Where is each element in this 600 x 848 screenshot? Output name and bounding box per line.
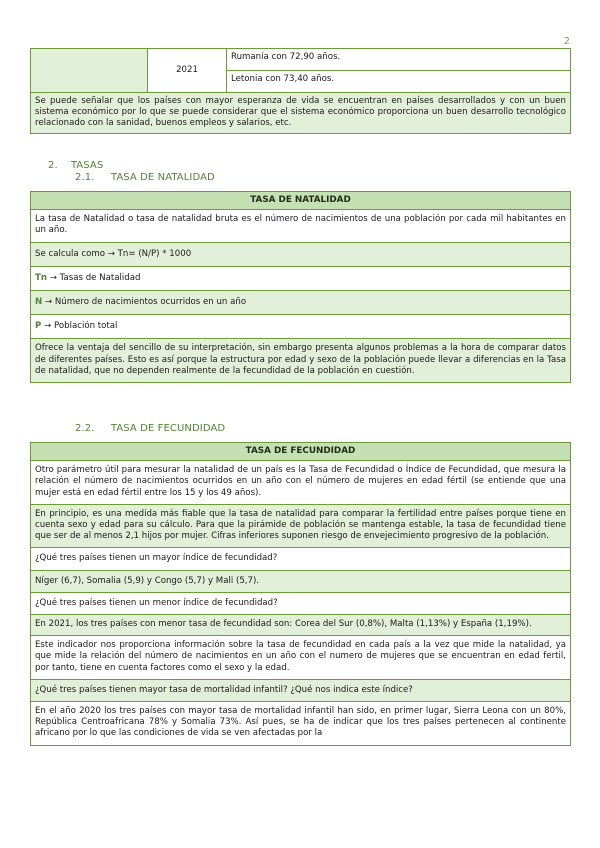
- fecundidad-row: En principio, es una medida más fiable que la tasa de natalidad para comparar la fertilidad entre países porque tiene en cuenta sexo y edad para su cálculo. Para que la pirámide de población se mantenga estable, la tasa de fecundidad tiene que ser de al menos 2,1 hijos por mujer. Cifras inferiores suponen riesgo de envejecimiento progresivo de la población.: [31, 504, 571, 548]
- fecundidad-table: [30, 442, 571, 746]
- natalidad-table: [30, 191, 571, 383]
- life-expectancy-table: [30, 48, 571, 134]
- country-row-1: Rumanía con 72,90 años.: [227, 49, 571, 71]
- section-2-1-heading: [75, 172, 215, 183]
- natalidad-p-row: [31, 315, 571, 339]
- life-expectancy-note: Se puede señalar que los países con mayor esperanza de vida se encuentran en países desarrollados y con un buen sistema económico por lo que se puede considerar que el sistema económico proporciona un buen desarrollo tecnológico relacionado con la sanidad, buenos empleos y salarios, etc.: [31, 93, 571, 134]
- fecundidad-header: TASA DE FECUNDIDAD: [31, 443, 571, 461]
- natalidad-note: Ofrece la ventaja del sencillo de su interpretación, sin embargo presenta algunos problemas a la hora de comparar datos de diferentes países. Esto es así porque la estructura por edad y sexo de la población puede llevar a diferencias en la Tasa de natalidad, que no dependen realmente de la fecundidad de la población en cuestión.: [31, 339, 571, 383]
- fecundidad-row: Níger (6,7), Somalia (5,9) y Congo (5,7) y Mali (5,7).: [31, 570, 571, 592]
- section-2-title: TASAS: [70, 160, 104, 171]
- fecundidad-row: ¿Qué tres países tienen un mayor índice de fecundidad?: [31, 548, 571, 570]
- fecundidad-row: ¿Qué tres países tienen un menor índice de fecundidad?: [31, 592, 571, 614]
- natalidad-formula: Se calcula como → Tn= (N/P) * 1000: [31, 242, 571, 266]
- p-text: → Población total: [41, 321, 118, 332]
- section-2-1-title: TASA DE NATALIDAD: [110, 172, 215, 183]
- fecundidad-row: En 2021, los tres países con menor tasa de fecundidad son: Corea del Sur (0,8%), Malta (1,13%) y España (1,19%).: [31, 615, 571, 636]
- year-cell: 2021: [148, 49, 227, 93]
- section-2-2-number: 2.2.: [75, 423, 95, 434]
- empty-cell: [31, 49, 148, 93]
- n-text: → Número de nacimientos ocurridos en un año: [42, 297, 247, 308]
- natalidad-header: TASA DE NATALIDAD: [31, 192, 571, 210]
- section-2-heading: [48, 160, 103, 171]
- section-2-number: 2.: [48, 160, 58, 171]
- country-row-2: Letonia con 73,40 años.: [227, 71, 571, 93]
- natalidad-n-row: [31, 291, 571, 315]
- tn-text: → Tasas de Natalidad: [46, 272, 141, 283]
- p-key: P: [35, 321, 42, 332]
- tn-key: Tn: [35, 272, 47, 283]
- n-key: N: [35, 297, 43, 308]
- fecundidad-row: Este indicador nos proporciona información sobre la tasa de fecundidad en cada país a la vez que mide la natalidad, ya que mide la relación del número de nacimientos en un año con el numero de mujeres que se encuentran en edad fertil, por tanto, tiene en cuenta factores como el sexo y la edad.: [31, 636, 571, 680]
- natalidad-tn-row: [31, 266, 571, 290]
- fecundidad-row: En el año 2020 los tres países con mayor tasa de mortalidad infantil han sido, en primer lugar, Sierra Leona con un 80%, República Centroafricana 78% y Somalia 73%. Así pues, se ha de indicar que los tres países pertenecen al continente africano por lo que las condiciones de vida se ven afectadas por la: [31, 702, 571, 746]
- section-2-2-title: TASA DE FECUNDIDAD: [110, 423, 226, 434]
- page-number: 2: [563, 36, 570, 47]
- section-2-2-heading: [75, 423, 225, 434]
- fecundidad-row: ¿Qué tres países tienen mayor tasa de mortalidad infantil? ¿Qué nos indica este índice?: [31, 679, 571, 701]
- natalidad-definition: La tasa de Natalidad o tasa de natalidad bruta es el número de nacimientos de una población por cada mil habitantes en un año.: [31, 210, 571, 242]
- fecundidad-row: Otro parámetro útil para mesurar la natalidad de un país es la Tasa de Fecundidad o Índice de Fecundidad, que mesura la relación el número de nacimientos ocurridos en un año con el número de mujeres en edad fértil (se entiende que una mujer está en edad fértil entre los 15 y los 49 años).: [31, 461, 571, 505]
- section-2-1-number: 2.1.: [75, 172, 95, 183]
